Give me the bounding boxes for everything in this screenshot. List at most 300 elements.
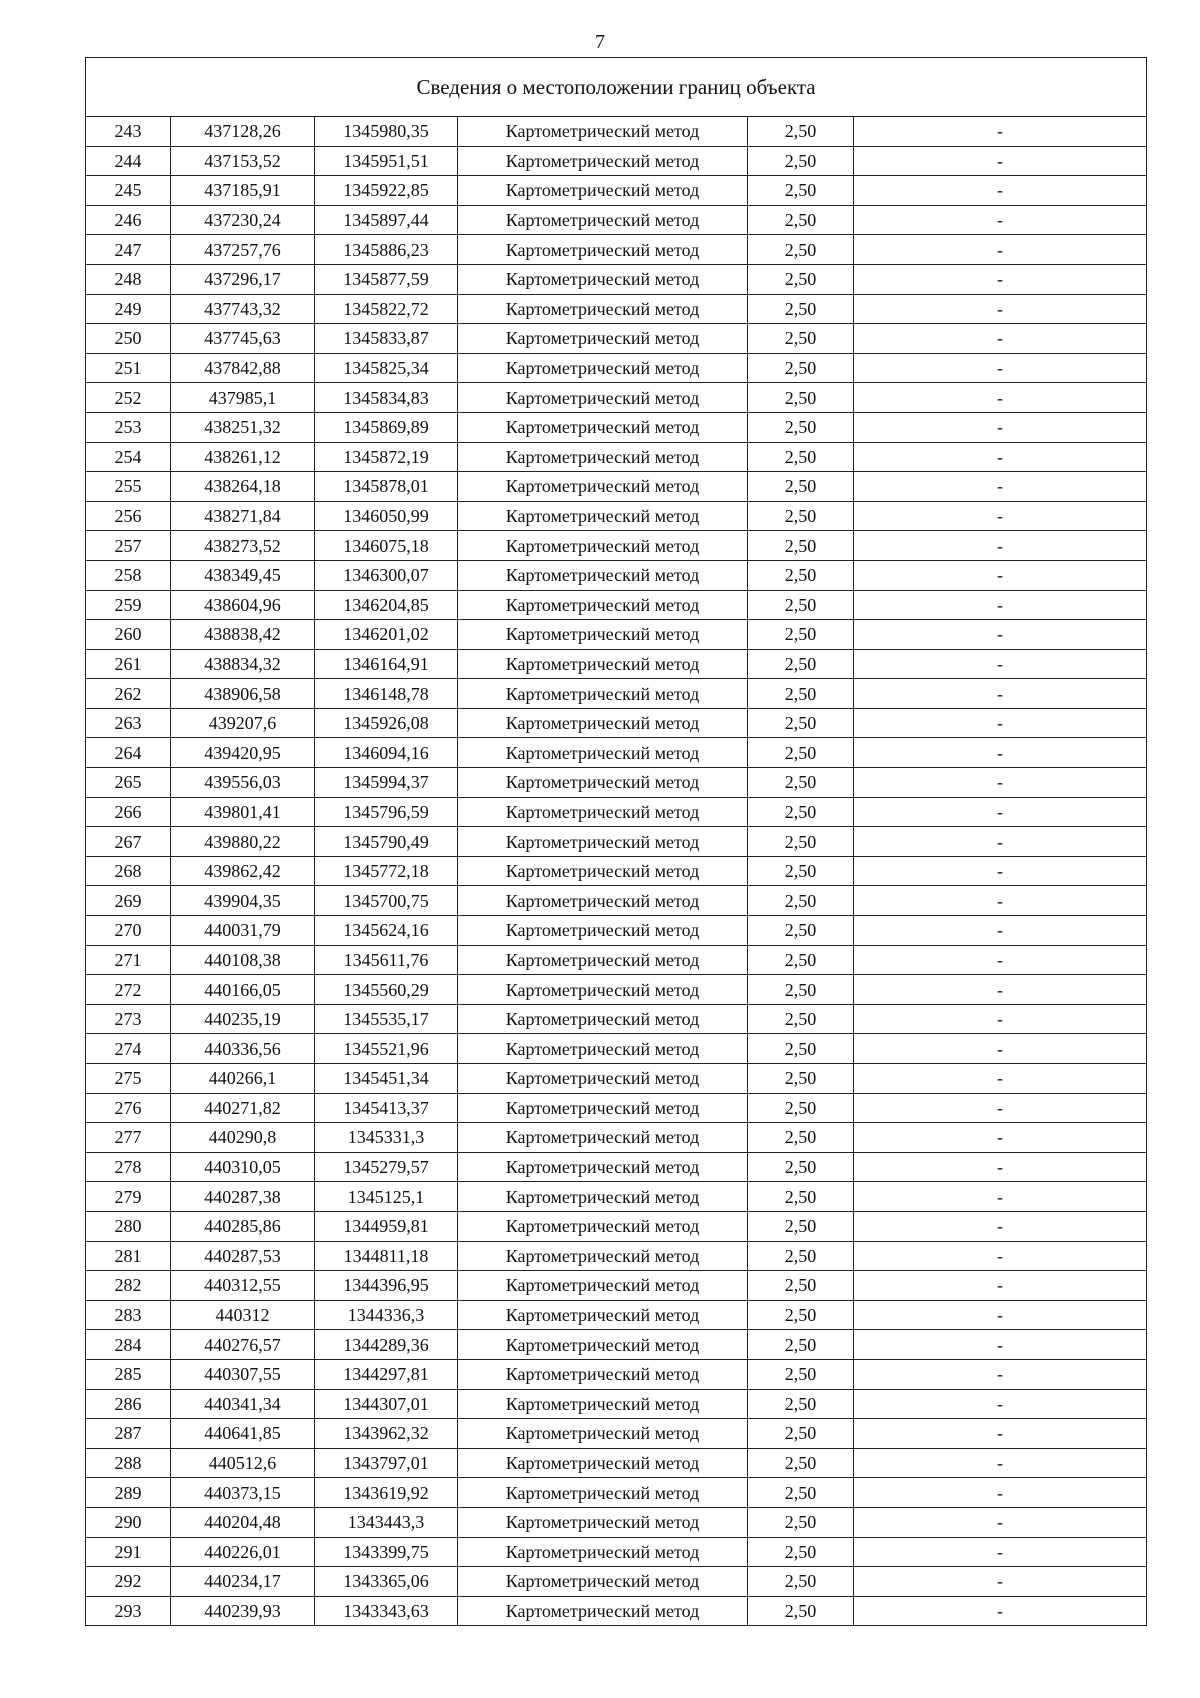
- table-row: [86, 1507, 1147, 1537]
- description-cell: -: [854, 294, 1147, 324]
- coordinate-y-cell: 1345886,23: [315, 235, 458, 265]
- point-number-cell: 270: [86, 916, 171, 946]
- precision-cell: 2,50: [748, 590, 854, 620]
- method-cell: Картометрический метод: [458, 1034, 748, 1064]
- point-number-cell: 243: [86, 117, 171, 147]
- description-cell: -: [854, 531, 1147, 561]
- precision-cell: 2,50: [748, 442, 854, 472]
- coordinate-x-cell: 438271,84: [171, 501, 315, 531]
- coordinate-x-cell: 439420,95: [171, 738, 315, 768]
- coordinate-x-cell: 440234,17: [171, 1567, 315, 1597]
- description-cell: -: [854, 1211, 1147, 1241]
- method-cell: Картометрический метод: [458, 294, 748, 324]
- coordinate-y-cell: 1345521,96: [315, 1034, 458, 1064]
- precision-cell: 2,50: [748, 620, 854, 650]
- description-cell: -: [854, 412, 1147, 442]
- method-cell: Картометрический метод: [458, 1478, 748, 1508]
- table-row: [86, 916, 1147, 946]
- description-cell: -: [854, 1537, 1147, 1567]
- coordinate-y-cell: 1345790,49: [315, 827, 458, 857]
- table-row: [86, 146, 1147, 176]
- coordinate-x-cell: 440341,34: [171, 1389, 315, 1419]
- table-row: [86, 1004, 1147, 1034]
- method-cell: Картометрический метод: [458, 856, 748, 886]
- method-cell: Картометрический метод: [458, 1537, 748, 1567]
- coordinate-y-cell: 1343962,32: [315, 1419, 458, 1449]
- coordinate-y-cell: 1345535,17: [315, 1004, 458, 1034]
- point-number-cell: 279: [86, 1182, 171, 1212]
- table-row: [86, 1034, 1147, 1064]
- precision-cell: 2,50: [748, 1537, 854, 1567]
- point-number-cell: 273: [86, 1004, 171, 1034]
- point-number-cell: 263: [86, 708, 171, 738]
- description-cell: -: [854, 1093, 1147, 1123]
- precision-cell: 2,50: [748, 886, 854, 916]
- precision-cell: 2,50: [748, 235, 854, 265]
- description-cell: -: [854, 649, 1147, 679]
- table-row: [86, 768, 1147, 798]
- precision-cell: 2,50: [748, 945, 854, 975]
- description-cell: -: [854, 176, 1147, 206]
- point-number-cell: 256: [86, 501, 171, 531]
- coordinate-y-cell: 1345451,34: [315, 1064, 458, 1094]
- coordinate-x-cell: 438838,42: [171, 620, 315, 650]
- precision-cell: 2,50: [748, 975, 854, 1005]
- precision-cell: 2,50: [748, 1448, 854, 1478]
- table-row: [86, 886, 1147, 916]
- method-cell: Картометрический метод: [458, 412, 748, 442]
- coordinate-x-cell: 437985,1: [171, 383, 315, 413]
- coordinate-x-cell: 440031,79: [171, 916, 315, 946]
- coordinate-y-cell: 1345833,87: [315, 324, 458, 354]
- coordinate-x-cell: 440108,38: [171, 945, 315, 975]
- point-number-cell: 249: [86, 294, 171, 324]
- description-cell: -: [854, 560, 1147, 590]
- precision-cell: 2,50: [748, 1182, 854, 1212]
- coordinate-y-cell: 1346050,99: [315, 501, 458, 531]
- table-row: [86, 235, 1147, 265]
- table-body: [86, 117, 1147, 1626]
- point-number-cell: 292: [86, 1567, 171, 1597]
- point-number-cell: 285: [86, 1359, 171, 1389]
- coordinate-y-cell: 1345125,1: [315, 1182, 458, 1212]
- precision-cell: 2,50: [748, 708, 854, 738]
- description-cell: -: [854, 1359, 1147, 1389]
- description-cell: -: [854, 1123, 1147, 1153]
- precision-cell: 2,50: [748, 472, 854, 502]
- description-cell: -: [854, 353, 1147, 383]
- method-cell: Картометрический метод: [458, 235, 748, 265]
- precision-cell: 2,50: [748, 383, 854, 413]
- point-number-cell: 261: [86, 649, 171, 679]
- description-cell: -: [854, 472, 1147, 502]
- method-cell: Картометрический метод: [458, 1241, 748, 1271]
- method-cell: Картометрический метод: [458, 1389, 748, 1419]
- point-number-cell: 290: [86, 1507, 171, 1537]
- coordinate-x-cell: 437296,17: [171, 264, 315, 294]
- coordinate-y-cell: 1345980,35: [315, 117, 458, 147]
- coordinate-y-cell: 1346148,78: [315, 679, 458, 709]
- description-cell: -: [854, 1064, 1147, 1094]
- table-row: [86, 1448, 1147, 1478]
- precision-cell: 2,50: [748, 1507, 854, 1537]
- precision-cell: 2,50: [748, 1211, 854, 1241]
- precision-cell: 2,50: [748, 768, 854, 798]
- coordinate-y-cell: 1345825,34: [315, 353, 458, 383]
- table-row: [86, 1211, 1147, 1241]
- description-cell: -: [854, 1271, 1147, 1301]
- point-number-cell: 287: [86, 1419, 171, 1449]
- point-number-cell: 267: [86, 827, 171, 857]
- method-cell: Картометрический метод: [458, 1123, 748, 1153]
- table-row: [86, 501, 1147, 531]
- method-cell: Картометрический метод: [458, 146, 748, 176]
- coordinate-x-cell: 438251,32: [171, 412, 315, 442]
- coordinate-y-cell: 1345279,57: [315, 1152, 458, 1182]
- method-cell: Картометрический метод: [458, 117, 748, 147]
- precision-cell: 2,50: [748, 176, 854, 206]
- method-cell: Картометрический метод: [458, 945, 748, 975]
- coordinate-y-cell: 1346300,07: [315, 560, 458, 590]
- method-cell: Картометрический метод: [458, 264, 748, 294]
- table-row: [86, 679, 1147, 709]
- coordinate-x-cell: 440641,85: [171, 1419, 315, 1449]
- table-row: [86, 1567, 1147, 1597]
- description-cell: -: [854, 1330, 1147, 1360]
- precision-cell: 2,50: [748, 856, 854, 886]
- description-cell: -: [854, 501, 1147, 531]
- description-cell: -: [854, 1182, 1147, 1212]
- method-cell: Картометрический метод: [458, 679, 748, 709]
- coordinate-y-cell: 1345331,3: [315, 1123, 458, 1153]
- method-cell: Картометрический метод: [458, 560, 748, 590]
- description-cell: -: [854, 1004, 1147, 1034]
- table-row: [86, 856, 1147, 886]
- precision-cell: 2,50: [748, 412, 854, 442]
- table-row: [86, 738, 1147, 768]
- coordinate-x-cell: 440307,55: [171, 1359, 315, 1389]
- coordinate-y-cell: 1344289,36: [315, 1330, 458, 1360]
- table-row: [86, 1478, 1147, 1508]
- coordinate-y-cell: 1343365,06: [315, 1567, 458, 1597]
- method-cell: Картометрический метод: [458, 916, 748, 946]
- precision-cell: 2,50: [748, 738, 854, 768]
- point-number-cell: 248: [86, 264, 171, 294]
- table-row: [86, 294, 1147, 324]
- coordinate-y-cell: 1345560,29: [315, 975, 458, 1005]
- point-number-cell: 252: [86, 383, 171, 413]
- method-cell: Картометрический метод: [458, 383, 748, 413]
- coordinate-y-cell: 1343797,01: [315, 1448, 458, 1478]
- point-number-cell: 276: [86, 1093, 171, 1123]
- point-number-cell: 293: [86, 1596, 171, 1626]
- description-cell: -: [854, 620, 1147, 650]
- coordinate-y-cell: 1346075,18: [315, 531, 458, 561]
- point-number-cell: 251: [86, 353, 171, 383]
- coordinate-x-cell: 438264,18: [171, 472, 315, 502]
- point-number-cell: 264: [86, 738, 171, 768]
- page-number: 7: [595, 31, 605, 53]
- table-row: [86, 1123, 1147, 1153]
- precision-cell: 2,50: [748, 827, 854, 857]
- point-number-cell: 257: [86, 531, 171, 561]
- precision-cell: 2,50: [748, 146, 854, 176]
- coordinate-y-cell: 1343399,75: [315, 1537, 458, 1567]
- coordinate-x-cell: 437743,32: [171, 294, 315, 324]
- method-cell: Картометрический метод: [458, 531, 748, 561]
- table-row: [86, 117, 1147, 147]
- coordinate-x-cell: 437745,63: [171, 324, 315, 354]
- coordinate-y-cell: 1345877,59: [315, 264, 458, 294]
- precision-cell: 2,50: [748, 264, 854, 294]
- table-row: [86, 531, 1147, 561]
- description-cell: -: [854, 205, 1147, 235]
- table-row: [86, 1241, 1147, 1271]
- description-cell: -: [854, 768, 1147, 798]
- table-row: [86, 264, 1147, 294]
- method-cell: Картометрический метод: [458, 205, 748, 235]
- table-row: [86, 383, 1147, 413]
- table-row: [86, 412, 1147, 442]
- description-cell: -: [854, 856, 1147, 886]
- method-cell: Картометрический метод: [458, 1152, 748, 1182]
- coordinate-y-cell: 1344297,81: [315, 1359, 458, 1389]
- method-cell: Картометрический метод: [458, 975, 748, 1005]
- method-cell: Картометрический метод: [458, 176, 748, 206]
- coordinate-y-cell: 1343343,63: [315, 1596, 458, 1626]
- description-cell: -: [854, 383, 1147, 413]
- point-number-cell: 247: [86, 235, 171, 265]
- precision-cell: 2,50: [748, 649, 854, 679]
- description-cell: -: [854, 1300, 1147, 1330]
- point-number-cell: 268: [86, 856, 171, 886]
- table-row: [86, 1182, 1147, 1212]
- coordinate-y-cell: 1345951,51: [315, 146, 458, 176]
- precision-cell: 2,50: [748, 1064, 854, 1094]
- method-cell: Картометрический метод: [458, 1330, 748, 1360]
- precision-cell: 2,50: [748, 1359, 854, 1389]
- coordinate-y-cell: 1344307,01: [315, 1389, 458, 1419]
- coordinate-y-cell: 1345922,85: [315, 176, 458, 206]
- coordinate-y-cell: 1345872,19: [315, 442, 458, 472]
- coordinate-y-cell: 1345822,72: [315, 294, 458, 324]
- coordinate-x-cell: 437185,91: [171, 176, 315, 206]
- description-cell: -: [854, 1507, 1147, 1537]
- precision-cell: 2,50: [748, 1123, 854, 1153]
- table-row: [86, 176, 1147, 206]
- table-row: [86, 620, 1147, 650]
- coordinate-y-cell: 1346094,16: [315, 738, 458, 768]
- coordinate-x-cell: 440204,48: [171, 1507, 315, 1537]
- coordinate-y-cell: 1346201,02: [315, 620, 458, 650]
- description-cell: -: [854, 945, 1147, 975]
- point-number-cell: 259: [86, 590, 171, 620]
- precision-cell: 2,50: [748, 916, 854, 946]
- description-cell: -: [854, 916, 1147, 946]
- precision-cell: 2,50: [748, 1034, 854, 1064]
- coordinate-y-cell: 1345926,08: [315, 708, 458, 738]
- point-number-cell: 246: [86, 205, 171, 235]
- description-cell: -: [854, 1596, 1147, 1626]
- point-number-cell: 281: [86, 1241, 171, 1271]
- point-number-cell: 262: [86, 679, 171, 709]
- coordinate-y-cell: 1345796,59: [315, 797, 458, 827]
- coordinate-x-cell: 440235,19: [171, 1004, 315, 1034]
- table-row: [86, 590, 1147, 620]
- coordinate-y-cell: 1345869,89: [315, 412, 458, 442]
- table-row: [86, 797, 1147, 827]
- method-cell: Картометрический метод: [458, 768, 748, 798]
- description-cell: -: [854, 590, 1147, 620]
- point-number-cell: 254: [86, 442, 171, 472]
- method-cell: Картометрический метод: [458, 1567, 748, 1597]
- method-cell: Картометрический метод: [458, 1359, 748, 1389]
- coordinate-y-cell: 1345624,16: [315, 916, 458, 946]
- point-number-cell: 245: [86, 176, 171, 206]
- table-row: [86, 1064, 1147, 1094]
- coordinate-x-cell: 440312,55: [171, 1271, 315, 1301]
- description-cell: -: [854, 1241, 1147, 1271]
- point-number-cell: 284: [86, 1330, 171, 1360]
- coordinate-x-cell: 439801,41: [171, 797, 315, 827]
- table-row: [86, 975, 1147, 1005]
- coordinate-y-cell: 1345611,76: [315, 945, 458, 975]
- coordinate-x-cell: 438261,12: [171, 442, 315, 472]
- description-cell: -: [854, 1419, 1147, 1449]
- precision-cell: 2,50: [748, 501, 854, 531]
- point-number-cell: 291: [86, 1537, 171, 1567]
- table-row: [86, 1389, 1147, 1419]
- coordinate-x-cell: 440287,38: [171, 1182, 315, 1212]
- boundary-coordinates-table: [85, 57, 1147, 1626]
- precision-cell: 2,50: [748, 1596, 854, 1626]
- method-cell: Картометрический метод: [458, 1211, 748, 1241]
- table-title: Сведения о местоположении границ объекта: [86, 58, 1147, 117]
- table-row: [86, 1419, 1147, 1449]
- precision-cell: 2,50: [748, 797, 854, 827]
- table-row: [86, 324, 1147, 354]
- description-cell: -: [854, 235, 1147, 265]
- point-number-cell: 283: [86, 1300, 171, 1330]
- point-number-cell: 280: [86, 1211, 171, 1241]
- precision-cell: 2,50: [748, 117, 854, 147]
- coordinate-y-cell: 1345994,37: [315, 768, 458, 798]
- method-cell: Картометрический метод: [458, 501, 748, 531]
- precision-cell: 2,50: [748, 205, 854, 235]
- table-row: [86, 1537, 1147, 1567]
- coordinate-y-cell: 1344396,95: [315, 1271, 458, 1301]
- point-number-cell: 255: [86, 472, 171, 502]
- point-number-cell: 258: [86, 560, 171, 590]
- coordinate-y-cell: 1344959,81: [315, 1211, 458, 1241]
- coordinate-x-cell: 440226,01: [171, 1537, 315, 1567]
- table-row: [86, 560, 1147, 590]
- coordinate-x-cell: 437257,76: [171, 235, 315, 265]
- description-cell: -: [854, 797, 1147, 827]
- point-number-cell: 272: [86, 975, 171, 1005]
- method-cell: Картометрический метод: [458, 708, 748, 738]
- table-row: [86, 1271, 1147, 1301]
- point-number-cell: 289: [86, 1478, 171, 1508]
- table-row: [86, 353, 1147, 383]
- method-cell: Картометрический метод: [458, 1271, 748, 1301]
- precision-cell: 2,50: [748, 1241, 854, 1271]
- method-cell: Картометрический метод: [458, 1507, 748, 1537]
- method-cell: Картометрический метод: [458, 442, 748, 472]
- method-cell: Картометрический метод: [458, 1448, 748, 1478]
- table-row: [86, 205, 1147, 235]
- method-cell: Картометрический метод: [458, 649, 748, 679]
- table-row: [86, 1330, 1147, 1360]
- method-cell: Картометрический метод: [458, 827, 748, 857]
- description-cell: -: [854, 264, 1147, 294]
- method-cell: Картометрический метод: [458, 590, 748, 620]
- coordinate-x-cell: 440512,6: [171, 1448, 315, 1478]
- coordinate-x-cell: 440310,05: [171, 1152, 315, 1182]
- description-cell: -: [854, 1152, 1147, 1182]
- coordinate-x-cell: 440287,53: [171, 1241, 315, 1271]
- table-row: [86, 708, 1147, 738]
- coordinate-x-cell: 440271,82: [171, 1093, 315, 1123]
- point-number-cell: 271: [86, 945, 171, 975]
- point-number-cell: 282: [86, 1271, 171, 1301]
- coordinate-y-cell: 1346204,85: [315, 590, 458, 620]
- coordinate-x-cell: 438906,58: [171, 679, 315, 709]
- precision-cell: 2,50: [748, 1330, 854, 1360]
- description-cell: -: [854, 442, 1147, 472]
- method-cell: Картометрический метод: [458, 738, 748, 768]
- table-row: [86, 472, 1147, 502]
- coordinate-x-cell: 437842,88: [171, 353, 315, 383]
- method-cell: Картометрический метод: [458, 1004, 748, 1034]
- precision-cell: 2,50: [748, 679, 854, 709]
- point-number-cell: 266: [86, 797, 171, 827]
- coordinate-x-cell: 440312: [171, 1300, 315, 1330]
- coordinate-x-cell: 437128,26: [171, 117, 315, 147]
- coordinate-x-cell: 437153,52: [171, 146, 315, 176]
- coordinate-x-cell: 439556,03: [171, 768, 315, 798]
- coordinate-y-cell: 1345878,01: [315, 472, 458, 502]
- method-cell: Картометрический метод: [458, 1182, 748, 1212]
- coordinate-x-cell: 439207,6: [171, 708, 315, 738]
- table-row: [86, 1300, 1147, 1330]
- point-number-cell: 274: [86, 1034, 171, 1064]
- precision-cell: 2,50: [748, 531, 854, 561]
- precision-cell: 2,50: [748, 1389, 854, 1419]
- coordinate-x-cell: 439862,42: [171, 856, 315, 886]
- method-cell: Картометрический метод: [458, 353, 748, 383]
- point-number-cell: 269: [86, 886, 171, 916]
- coordinate-x-cell: 438834,32: [171, 649, 315, 679]
- point-number-cell: 253: [86, 412, 171, 442]
- coordinate-y-cell: 1346164,91: [315, 649, 458, 679]
- coordinate-y-cell: 1345413,37: [315, 1093, 458, 1123]
- point-number-cell: 250: [86, 324, 171, 354]
- method-cell: Картометрический метод: [458, 886, 748, 916]
- coordinate-y-cell: 1343619,92: [315, 1478, 458, 1508]
- table-row: [86, 1596, 1147, 1626]
- description-cell: -: [854, 886, 1147, 916]
- description-cell: -: [854, 827, 1147, 857]
- point-number-cell: 265: [86, 768, 171, 798]
- description-cell: -: [854, 975, 1147, 1005]
- point-number-cell: 260: [86, 620, 171, 650]
- description-cell: -: [854, 738, 1147, 768]
- precision-cell: 2,50: [748, 560, 854, 590]
- point-number-cell: 275: [86, 1064, 171, 1094]
- description-cell: -: [854, 146, 1147, 176]
- method-cell: Картометрический метод: [458, 1596, 748, 1626]
